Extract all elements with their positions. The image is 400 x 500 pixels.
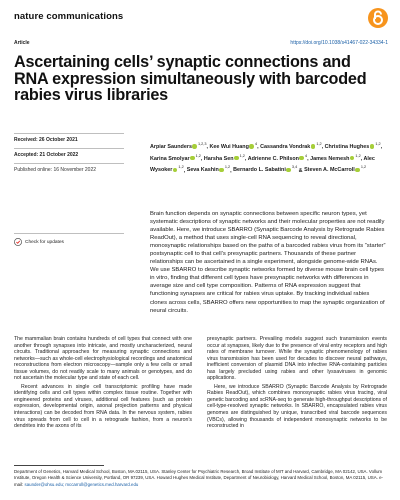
author-name-text: Seva Kashin bbox=[186, 167, 219, 174]
author-name[interactable] bbox=[209, 144, 257, 150]
author-name-text: Arpiar Saunders bbox=[150, 143, 192, 150]
affiliation-marker: 1,2 bbox=[374, 142, 381, 146]
abstract: Brain function depends on synaptic connections between specific neuron types, yet systematic descriptions of synaptic networks and their molecular properties are not readily available. Here, we introduce SBARRO (Synaptic Barcode Analysis by Retrograde Rabies ReadOut), a method that uses single-cell RNA sequencing to reveal directional, monosynaptic relationships based on the paths of a barcoded rabies virus from its “starter” postsynaptic cell to that cell’s presynaptic partners. Thousands of these partner relationships can be ascertained in a single experiment, alongside genome-wide RNAs. We use SBARRO to describe synaptic networks formed by diverse mouse brain cell types in vitro, finding that different cell types have presynaptic networks with differences in average size and cell type composition. Patterns of RNA expression suggest that functioning synapses are critical for rabies virus uptake. By tracking individual rabies clones across cells, SBARRO offers new opportunities to map the synaptic organization of neural circuits. bbox=[150, 211, 386, 314]
article-meta-row bbox=[14, 40, 388, 50]
author-name[interactable] bbox=[150, 153, 201, 162]
affiliation-marker: 1,2 bbox=[315, 142, 322, 146]
affiliations-text: Department of Genetics, Harvard Medical School, Boston, MA 02115, USA. Stanley Center for Psychiatric Research, Broad Institute of MIT and Harvard, Cambridge, MA 02142, USA. Vollum Institute, Oregon Health & Science University, Portland, OR 97239, USA. Howard Hughes Medical Institute, Department of Neurobiology, Harvard Medical School, Boston, MA 02115, USA. bbox=[14, 469, 383, 481]
body-column-right bbox=[207, 336, 387, 432]
body-paragraph: Here, we introduce SBARRO (Synaptic Barcode Analysis by Retrograde Rabies ReadOut), which combines monosynaptic rabies virus tracing, viral genetic barcoding and scRNA-seq to generate high-throughput descriptions of cell-type-resolved synaptic networks. In SBARRO, encapsulated rabies virus genomes are distinguished by unique, transcribed viral barcode sequences (VBCs), allowing thousands of independent monosynaptic networks to be reconstructed in bbox=[207, 383, 387, 430]
affiliation-marker: 1,2 bbox=[238, 153, 245, 158]
body-paragraph: The mammalian brain contains hundreds of cell types that connect with one another through synapses into intricate, and mostly uncharacterized, neural circuits. Traditional approaches for measuring synaptic connections and networks—such as whole-cell electrophysiological recordings and anatomical reconstructions from electron microscopy—sample only a few cells or small tissue volumes, do not readily scale to many animals or genotypes, and do not ascertain the molecular type and state of each cell. bbox=[14, 336, 192, 382]
divider bbox=[14, 148, 124, 149]
affiliation-marker: 3,4 bbox=[290, 165, 298, 170]
accepted-date: Accepted: 21 October 2022 bbox=[14, 152, 79, 158]
author-name-text: Christina Hughes bbox=[324, 143, 370, 150]
author-name-text: Alec Wysoker bbox=[150, 155, 375, 174]
author-name[interactable] bbox=[304, 167, 366, 173]
author-name[interactable] bbox=[325, 144, 381, 150]
author-name-text: Adrienne C. Philson bbox=[247, 155, 299, 162]
author-name[interactable] bbox=[260, 144, 322, 150]
author-name-text: Harsha Sen bbox=[203, 155, 234, 162]
affiliation-marker: 1,2 bbox=[354, 153, 361, 158]
affiliation-marker: 4 bbox=[303, 153, 308, 158]
affiliation-marker: 4 bbox=[253, 142, 258, 146]
author-name[interactable] bbox=[150, 144, 206, 150]
divider bbox=[14, 133, 124, 134]
affiliation-marker: 1,2 bbox=[194, 153, 201, 158]
author-name-text: James Nemesh bbox=[310, 155, 350, 162]
body-column-left bbox=[14, 336, 192, 432]
body-paragraph: Recent advances in single cell transcriptomic profiling have made identifying cells and cell types within complex tissue routine. Together with engineered proteins and viruses, additional cell features (such as protein expression, developmental origin, axonal projection patterns and physical interactions) can be decoded from RNA data. In the nervous system, rabies virus spreads from cell to cell in a retrograde fashion, from a neuron’s dendrites into the axons of its bbox=[14, 383, 192, 430]
divider bbox=[14, 233, 124, 234]
author-name-text: Karina Smolyar bbox=[150, 155, 190, 162]
affiliation-marker: 1,2 bbox=[177, 165, 184, 170]
doi-link[interactable]: https://doi.org/10.1038/s41467-022-34334-1 bbox=[290, 40, 388, 46]
email-label: e-mail: bbox=[14, 475, 384, 487]
author-name-text: Bernardo L. Sabatini bbox=[233, 167, 286, 174]
author-name-text: Kee Wui Huang bbox=[209, 143, 249, 150]
author-name-text: Steven A. McCarroll bbox=[304, 167, 355, 174]
check-updates-icon bbox=[14, 238, 22, 246]
body-paragraph: presynaptic partners. Prevailing models suggest such transmission events occur at synapses, likely due to the presence of viral entry receptors and high rates of membrane turnover. While the synaptic phenomenology of rabies virus transmission has been used for decades to discover neural pathways, inefficient conversion of plasmid DNA into infective RNA-containing particles has largely precluded using rabies and other lyssaviruses in genomic applications. bbox=[207, 336, 387, 382]
author-emails[interactable]: saunder@ohsu.edu; mccarroll@genetics.med.harvard.edu bbox=[24, 481, 139, 487]
journal-name: nature communications bbox=[14, 11, 124, 22]
affiliation-marker: 1,2,3 bbox=[196, 142, 207, 146]
affiliation-marker: 1,2 bbox=[223, 165, 231, 170]
author-list: Arpiar Saunders $^{1,2,3}$, Kee Wui Huang $^4$, Cassandra Vondrak $^{1,2}$, Christina Hughes $^{1,2}$, Karina Smolyar $^{1,2}$, Harsha Sen $^{1,2}$, Adrienne C. Philson $^4$, James Nemesh $^{1,2}$, Alec Wysoker $^{1,2}$, Seva Kashin $^{1,2}$, Bernardo L. Sabatini $^{3,4}$ & Steven A. McCarroll $^{1,2}$ bbox=[150, 142, 383, 174]
divider bbox=[14, 163, 124, 164]
affiliation-marker: 1,2 bbox=[359, 165, 367, 170]
check-updates-label: Check for updates bbox=[25, 239, 64, 245]
article-title: Ascertaining cells’ synaptic connections and RNA expression simultaneously with barcoded rabies virus libraries bbox=[14, 53, 367, 104]
published-date: Published online: 16 November 2022 bbox=[14, 167, 96, 173]
page-header bbox=[14, 8, 388, 30]
author-name[interactable] bbox=[310, 153, 361, 162]
received-date: Received: 26 October 2021 bbox=[14, 137, 78, 143]
footnote-divider bbox=[14, 465, 104, 466]
author-name[interactable] bbox=[187, 167, 230, 173]
author-name[interactable] bbox=[203, 153, 245, 162]
author-name-text: Cassandra Vondrak bbox=[260, 143, 311, 150]
author-name[interactable] bbox=[233, 167, 297, 173]
check-updates-button[interactable] bbox=[14, 238, 64, 246]
article-type: Article bbox=[14, 40, 30, 46]
author-name[interactable] bbox=[247, 153, 308, 162]
open-access-icon[interactable] bbox=[368, 8, 388, 28]
affiliations-footnote bbox=[14, 469, 388, 488]
